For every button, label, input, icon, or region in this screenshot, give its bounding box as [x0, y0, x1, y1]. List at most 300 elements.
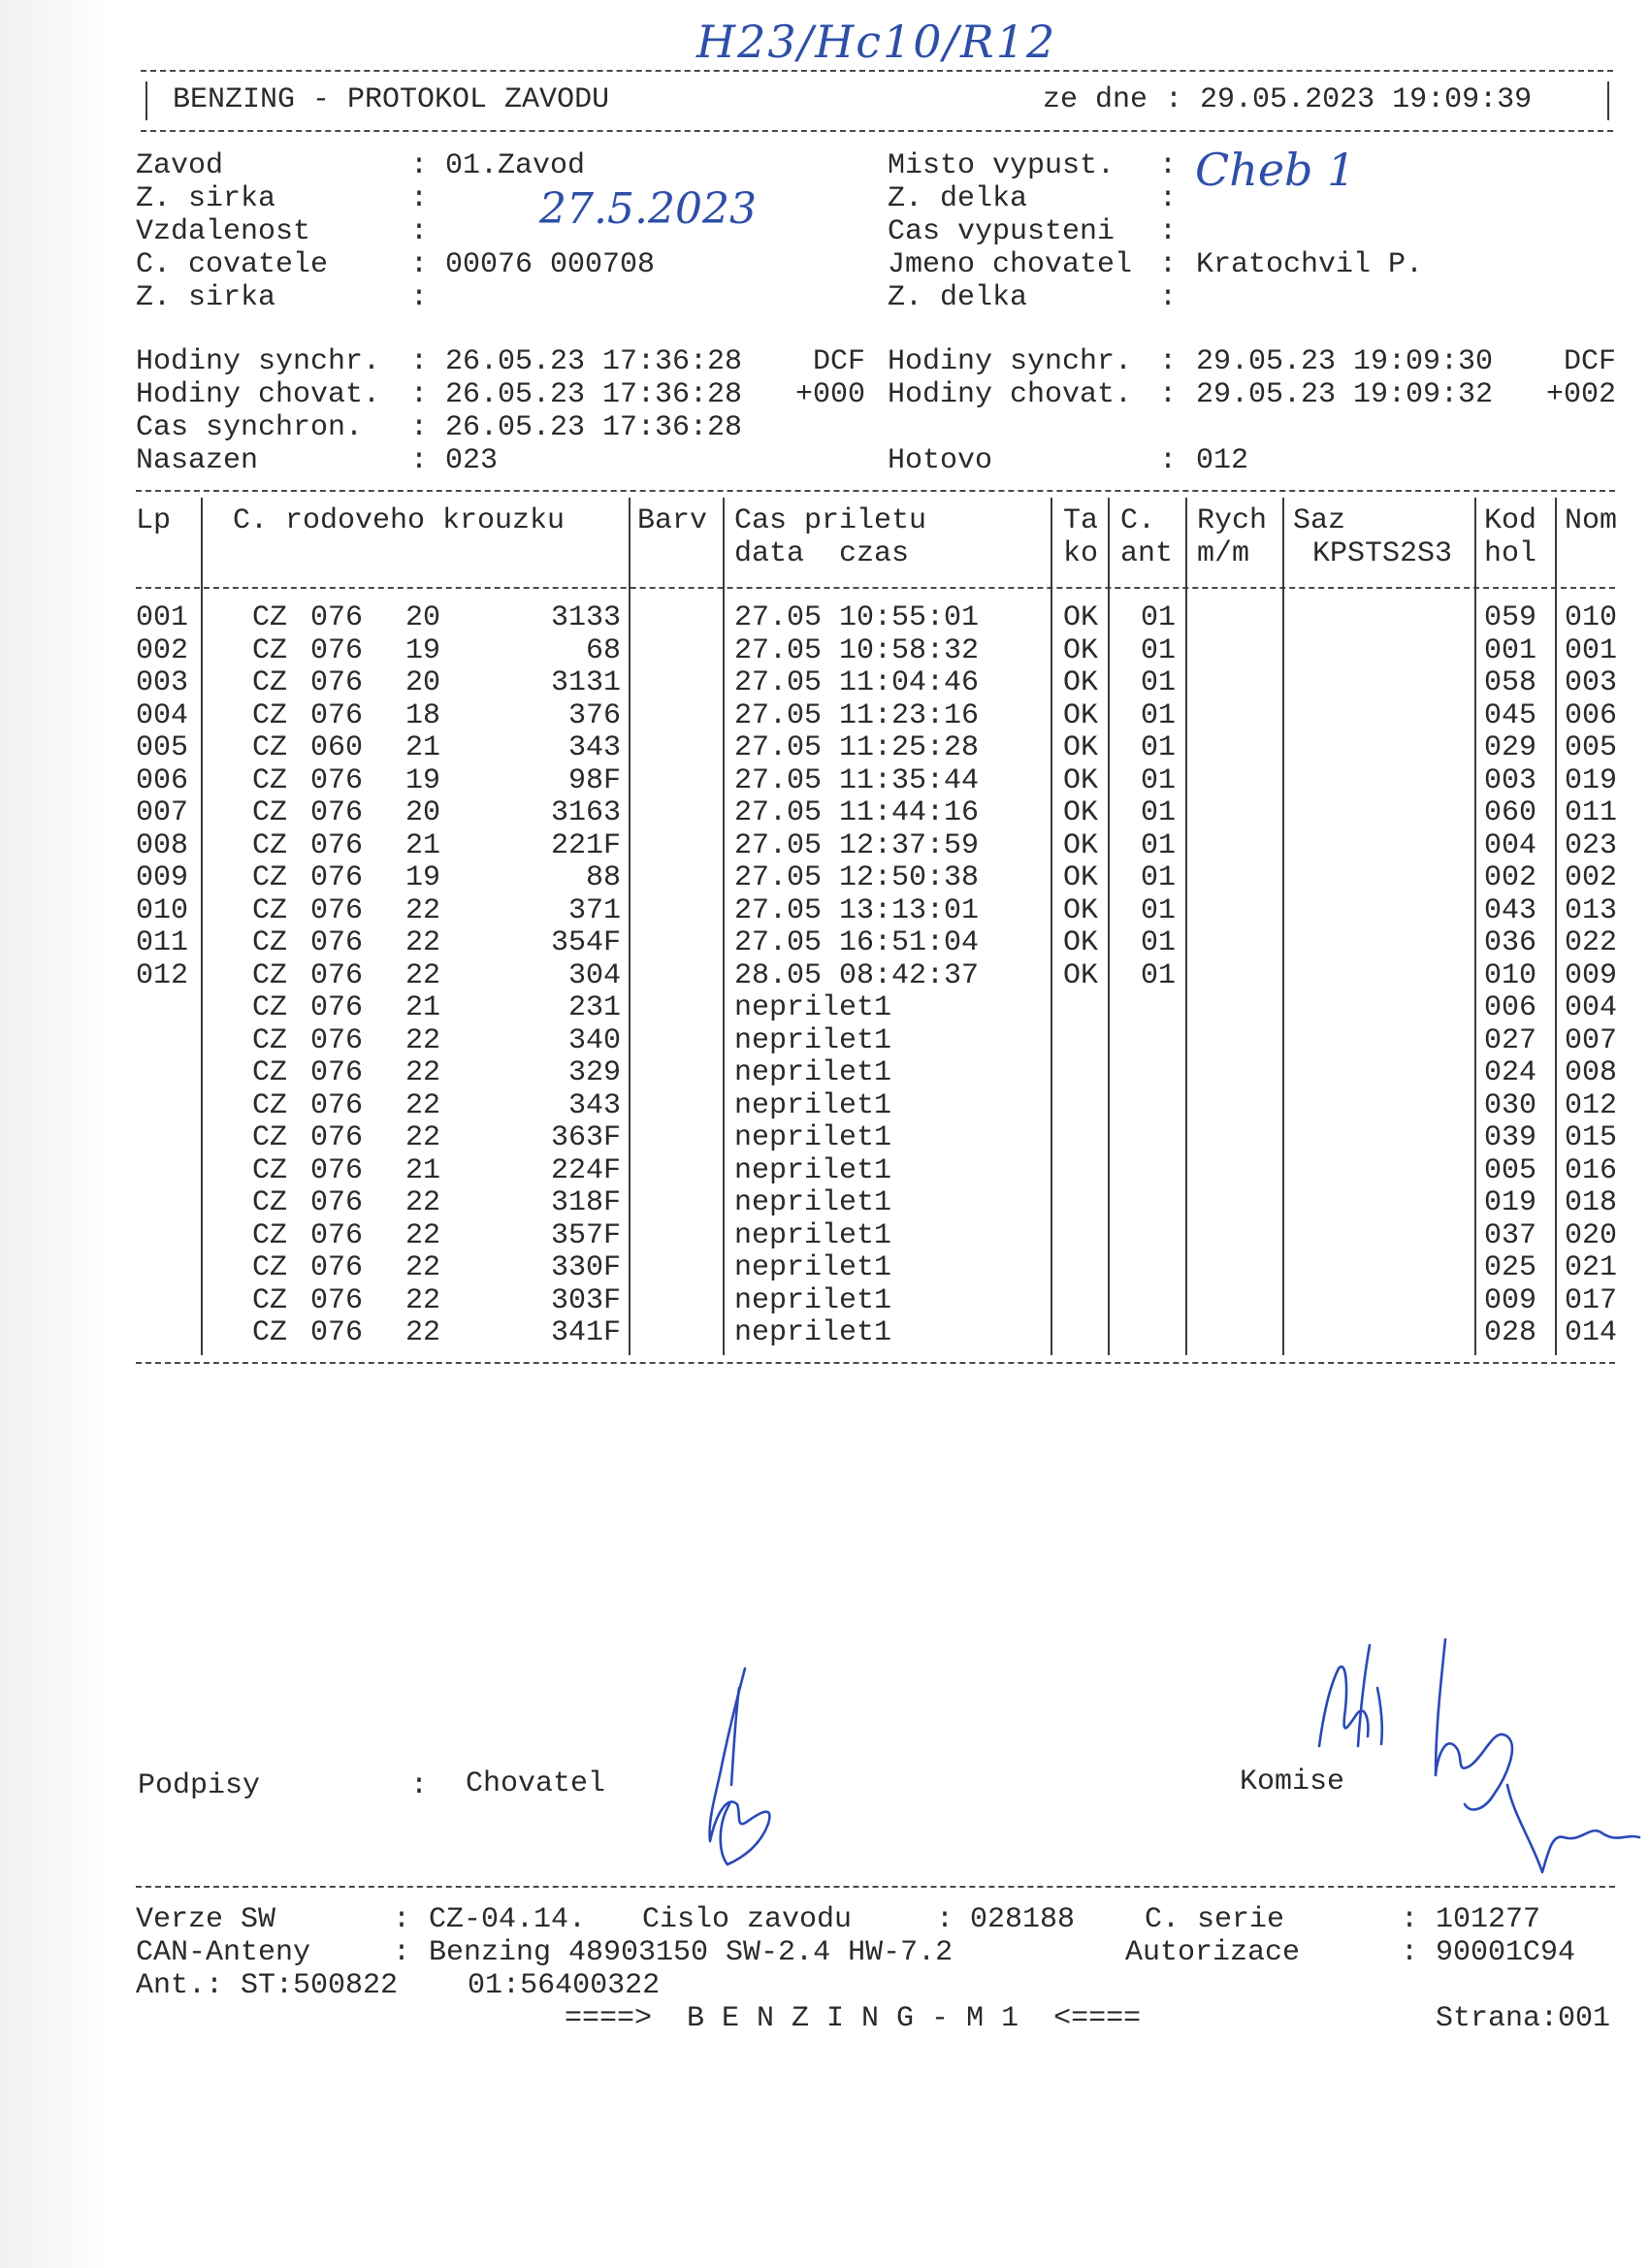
- row-nomination: 004: [1565, 991, 1618, 1024]
- row-org: 076: [310, 1023, 364, 1057]
- row-year: 19: [405, 763, 441, 797]
- info-colon: :: [410, 411, 429, 444]
- row-pigeon-code: 002: [1484, 861, 1537, 894]
- row-ring-number: 318F: [550, 1186, 621, 1219]
- column-divider: [201, 498, 203, 1355]
- row-nomination: 001: [1565, 633, 1618, 667]
- race-name: 01.Zavod: [445, 149, 586, 182]
- row-arrival-time: 27.05 16:51:04: [734, 926, 980, 959]
- header-speed: m/m: [1197, 537, 1250, 570]
- row-arrival-time: neprilet1: [734, 1153, 892, 1187]
- row-country: CZ: [252, 633, 288, 667]
- row-country: CZ: [252, 958, 288, 992]
- row-antenna: 01: [1141, 861, 1177, 894]
- info-colon: :: [1159, 444, 1178, 477]
- row-pigeon-code: 009: [1484, 1283, 1537, 1317]
- row-country: CZ: [252, 861, 288, 894]
- row-nomination: 019: [1565, 763, 1618, 797]
- row-ring-number: 371: [567, 893, 621, 927]
- info-colon: :: [1159, 215, 1178, 248]
- column-divider: [1474, 498, 1476, 1355]
- row-pigeon-code: 003: [1484, 763, 1537, 797]
- row-year: 22: [405, 1023, 441, 1057]
- row-antenna: 01: [1141, 763, 1177, 797]
- row-org: 076: [310, 861, 364, 894]
- info-label: Z. sirka: [136, 182, 276, 215]
- info-colon: :: [410, 248, 429, 281]
- row-antenna: 01: [1141, 633, 1177, 667]
- row-pigeon-code: 005: [1484, 1153, 1537, 1187]
- sync-label: Hodiny chovat.: [136, 378, 381, 411]
- race-number-value: 028188: [970, 1903, 1076, 1936]
- row-antenna: 01: [1141, 666, 1177, 699]
- sync-label: Hotovo: [888, 444, 993, 477]
- row-country: CZ: [252, 1088, 288, 1122]
- row-pigeon-code: 024: [1484, 1056, 1537, 1089]
- row-tako: OK: [1063, 666, 1099, 699]
- sync-label: Cas synchron.: [136, 411, 364, 444]
- row-antenna: 01: [1141, 958, 1177, 992]
- column-divider: [1108, 498, 1110, 1355]
- row-lp: 001: [136, 601, 189, 634]
- header-bottom-border: [141, 130, 1613, 132]
- row-pigeon-code: 030: [1484, 1088, 1537, 1122]
- row-year: 22: [405, 958, 441, 992]
- row-year: 20: [405, 666, 441, 699]
- sync-label: Nasazen: [136, 444, 259, 477]
- row-country: CZ: [252, 1283, 288, 1317]
- authorization-value: 90001C94: [1436, 1936, 1576, 1969]
- column-divider: [629, 498, 630, 1355]
- header-arrival-time: Cas priletu: [734, 504, 927, 537]
- date-label: ze dne: [1043, 83, 1148, 116]
- row-year: 22: [405, 1056, 441, 1089]
- row-nomination: 002: [1565, 861, 1618, 894]
- row-lp: 003: [136, 666, 189, 699]
- row-year: 22: [405, 893, 441, 927]
- row-org: 076: [310, 893, 364, 927]
- row-year: 20: [405, 796, 441, 829]
- row-lp: 009: [136, 861, 189, 894]
- row-arrival-time: neprilet1: [734, 1186, 892, 1219]
- info-label: Z. sirka: [136, 281, 276, 314]
- row-country: CZ: [252, 828, 288, 862]
- sync-value: 29.05.23 19:09:32: [1196, 378, 1494, 411]
- row-ring-number: 98F: [567, 763, 621, 797]
- info-colon: :: [410, 182, 429, 215]
- row-pigeon-code: 027: [1484, 1023, 1537, 1057]
- row-ring-number: 231: [567, 991, 621, 1024]
- row-year: 21: [405, 1153, 441, 1187]
- row-tako: OK: [1063, 926, 1099, 959]
- row-year: 21: [405, 991, 441, 1024]
- info-label: Z. delka: [888, 281, 1028, 314]
- sync-extra: +002: [1546, 378, 1617, 411]
- row-pigeon-code: 006: [1484, 991, 1537, 1024]
- row-nomination: 018: [1565, 1186, 1618, 1219]
- info-colon: :: [1159, 345, 1178, 378]
- row-org: 076: [310, 666, 364, 699]
- row-org: 076: [310, 1088, 364, 1122]
- row-arrival-time: neprilet1: [734, 1283, 892, 1317]
- row-pigeon-code: 060: [1484, 796, 1537, 829]
- row-country: CZ: [252, 926, 288, 959]
- antenna-serials: Ant.: ST:500822 01:56400322: [136, 1969, 661, 2002]
- row-lp: 004: [136, 698, 189, 732]
- row-arrival-time: neprilet1: [734, 1218, 892, 1252]
- row-nomination: 008: [1565, 1056, 1618, 1089]
- row-year: 20: [405, 601, 441, 634]
- info-colon: :: [410, 1769, 429, 1802]
- row-year: 21: [405, 828, 441, 862]
- row-country: CZ: [252, 1121, 288, 1154]
- sync-label: Hodiny synchr.: [136, 345, 381, 378]
- row-tako: OK: [1063, 828, 1099, 862]
- sync-value: 26.05.23 17:36:28: [445, 378, 743, 411]
- row-nomination: 011: [1565, 796, 1618, 829]
- row-arrival-time: 27.05 12:37:59: [734, 828, 980, 862]
- row-arrival-time: 27.05 12:50:38: [734, 861, 980, 894]
- sw-version-value: CZ-04.14.: [429, 1903, 587, 1936]
- row-pigeon-code: 045: [1484, 698, 1537, 732]
- row-nomination: 014: [1565, 1316, 1618, 1349]
- header-arrival-date: data czas: [734, 537, 910, 570]
- row-country: CZ: [252, 763, 288, 797]
- row-antenna: 01: [1141, 731, 1177, 764]
- row-year: 18: [405, 698, 441, 732]
- row-ring-number: 343: [567, 731, 621, 764]
- row-ring-number: 340: [567, 1023, 621, 1057]
- sync-extra: +000: [795, 378, 866, 411]
- row-org: 076: [310, 1283, 364, 1317]
- row-antenna: 01: [1141, 926, 1177, 959]
- row-antenna: 01: [1141, 828, 1177, 862]
- header-pigeon-code: Kod: [1484, 504, 1537, 537]
- sync-extra: DCF: [1564, 345, 1617, 378]
- row-year: 22: [405, 1121, 441, 1154]
- row-nomination: 009: [1565, 958, 1618, 992]
- row-year: 22: [405, 1218, 441, 1252]
- table-top-border: [136, 490, 1615, 492]
- row-org: 076: [310, 1056, 364, 1089]
- row-org: 076: [310, 763, 364, 797]
- header-pigeon-code: hol: [1484, 537, 1537, 570]
- can-antenna-value: Benzing 48903150 SW-2.4 HW-7.2: [429, 1936, 954, 1969]
- info-colon: :: [410, 345, 429, 378]
- row-arrival-time: neprilet1: [734, 1056, 892, 1089]
- sw-version-label: Verze SW: [136, 1903, 276, 1936]
- footer-separator: [136, 1886, 1615, 1888]
- header-speed: Rych: [1197, 504, 1268, 537]
- row-pigeon-code: 037: [1484, 1218, 1537, 1252]
- row-tako: OK: [1063, 601, 1099, 634]
- row-antenna: 01: [1141, 893, 1177, 927]
- row-pigeon-code: 001: [1484, 633, 1537, 667]
- row-antenna: 01: [1141, 698, 1177, 732]
- header-bets: KPSTS2S3: [1312, 537, 1453, 570]
- row-org: 076: [310, 796, 364, 829]
- column-divider: [1051, 498, 1052, 1355]
- row-lp: 008: [136, 828, 189, 862]
- row-org: 076: [310, 633, 364, 667]
- row-nomination: 016: [1565, 1153, 1618, 1187]
- row-tako: OK: [1063, 633, 1099, 667]
- row-pigeon-code: 036: [1484, 926, 1537, 959]
- row-nomination: 017: [1565, 1283, 1618, 1317]
- breeder-signature-label: Chovatel: [466, 1767, 606, 1800]
- row-arrival-time: 27.05 10:58:32: [734, 633, 980, 667]
- row-arrival-time: neprilet1: [734, 1023, 892, 1057]
- row-org: 076: [310, 1121, 364, 1154]
- row-nomination: 007: [1565, 1023, 1618, 1057]
- column-divider: [1185, 498, 1187, 1355]
- row-org: 076: [310, 601, 364, 634]
- info-colon: :: [410, 215, 429, 248]
- breeder-signature: [660, 1659, 795, 1882]
- row-lp: 006: [136, 763, 189, 797]
- row-ring-number: 357F: [550, 1218, 621, 1252]
- row-arrival-time: neprilet1: [734, 1088, 892, 1122]
- row-org: 076: [310, 926, 364, 959]
- row-org: 060: [310, 731, 364, 764]
- row-country: CZ: [252, 1023, 288, 1057]
- info-colon: :: [936, 1903, 954, 1936]
- row-ring-number: 3133: [550, 601, 621, 634]
- info-label: Misto vypust.: [888, 149, 1116, 182]
- row-ring-number: 304: [567, 958, 621, 992]
- row-antenna: 01: [1141, 601, 1177, 634]
- row-nomination: 012: [1565, 1088, 1618, 1122]
- row-arrival-time: 27.05 11:44:16: [734, 796, 980, 829]
- row-nomination: 015: [1565, 1121, 1618, 1154]
- report-title: BENZING - PROTOKOL ZAVODU: [173, 83, 610, 116]
- row-ring-number: 3131: [550, 666, 621, 699]
- row-lp: 002: [136, 633, 189, 667]
- row-ring-number: 354F: [550, 926, 621, 959]
- row-tako: OK: [1063, 958, 1099, 992]
- column-divider: [1282, 498, 1284, 1355]
- row-org: 076: [310, 1153, 364, 1187]
- row-org: 076: [310, 1218, 364, 1252]
- row-org: 076: [310, 828, 364, 862]
- breeder-number: 00076 000708: [445, 248, 656, 281]
- info-colon: :: [410, 378, 429, 411]
- row-nomination: 013: [1565, 893, 1618, 927]
- info-colon: :: [410, 281, 429, 314]
- row-year: 22: [405, 1316, 441, 1349]
- header-antenna: ant: [1120, 537, 1174, 570]
- header-bets: Saz: [1293, 504, 1346, 537]
- sync-label: Hodiny synchr.: [888, 345, 1133, 378]
- row-year: 22: [405, 1186, 441, 1219]
- row-pigeon-code: 010: [1484, 958, 1537, 992]
- row-pigeon-code: 039: [1484, 1121, 1537, 1154]
- report-date-value: 29.05.2023 19:09:39: [1200, 83, 1533, 116]
- signatures-label: Podpisy: [138, 1769, 261, 1802]
- info-colon: :: [393, 1936, 411, 1969]
- info-label: Z. delka: [888, 182, 1028, 215]
- info-label: C. covatele: [136, 248, 329, 281]
- row-country: CZ: [252, 1218, 288, 1252]
- header-right-border: [1607, 81, 1609, 120]
- row-arrival-time: 27.05 11:35:44: [734, 763, 980, 797]
- sync-extra: DCF: [813, 345, 866, 378]
- header-ring-number: C. rodoveho krouzku: [233, 504, 566, 537]
- info-label: Zavod: [136, 149, 224, 182]
- table-header-separator: [136, 587, 1615, 589]
- column-divider: [1555, 498, 1557, 1355]
- row-arrival-time: 27.05 11:04:46: [734, 666, 980, 699]
- header-color: Barv: [637, 504, 708, 537]
- row-ring-number: 88: [585, 861, 621, 894]
- header-tako: ko: [1063, 537, 1099, 570]
- row-nomination: 003: [1565, 666, 1618, 699]
- info-colon: :: [1401, 1936, 1419, 1969]
- row-year: 19: [405, 861, 441, 894]
- row-org: 076: [310, 698, 364, 732]
- row-country: CZ: [252, 601, 288, 634]
- row-country: CZ: [252, 1186, 288, 1219]
- serial-value: 101277: [1436, 1903, 1541, 1936]
- row-ring-number: 330F: [550, 1251, 621, 1284]
- row-country: CZ: [252, 796, 288, 829]
- header-left-border: [146, 81, 147, 120]
- birds-entered-value: 023: [445, 444, 499, 477]
- row-country: CZ: [252, 666, 288, 699]
- info-label: Vzdalenost: [136, 215, 311, 248]
- row-ring-number: 376: [567, 698, 621, 732]
- row-ring-number: 363F: [550, 1121, 621, 1154]
- row-pigeon-code: 004: [1484, 828, 1537, 862]
- row-ring-number: 303F: [550, 1283, 621, 1317]
- info-label: Jmeno chovatel: [888, 248, 1133, 281]
- row-pigeon-code: 058: [1484, 666, 1537, 699]
- row-lp: 011: [136, 926, 189, 959]
- row-ring-number: 343: [567, 1088, 621, 1122]
- header-lp: Lp: [136, 504, 172, 537]
- row-pigeon-code: 043: [1484, 893, 1537, 927]
- header-antenna: C.: [1120, 504, 1156, 537]
- info-colon: :: [393, 1903, 411, 1936]
- info-colon: :: [410, 444, 429, 477]
- info-colon: :: [410, 149, 429, 182]
- row-year: 21: [405, 731, 441, 764]
- row-year: 22: [405, 1088, 441, 1122]
- row-org: 076: [310, 958, 364, 992]
- row-ring-number: 221F: [550, 828, 621, 862]
- info-colon: :: [1159, 281, 1178, 314]
- can-antenna-label: CAN-Anteny: [136, 1936, 311, 1969]
- row-nomination: 021: [1565, 1251, 1618, 1284]
- row-lp: 012: [136, 958, 189, 992]
- info-colon: :: [1159, 182, 1178, 215]
- row-tako: OK: [1063, 731, 1099, 764]
- row-nomination: 010: [1565, 601, 1618, 634]
- row-ring-number: 3163: [550, 796, 621, 829]
- info-colon: :: [1401, 1903, 1419, 1936]
- info-colon: :: [1159, 378, 1178, 411]
- row-lp: 010: [136, 893, 189, 927]
- row-country: CZ: [252, 1316, 288, 1349]
- row-country: CZ: [252, 1153, 288, 1187]
- handwritten-race-code: H23/Hc10/R12: [696, 16, 1057, 68]
- scan-edge-shadow: [0, 0, 107, 2268]
- row-org: 076: [310, 991, 364, 1024]
- row-org: 076: [310, 1251, 364, 1284]
- row-lp: 007: [136, 796, 189, 829]
- header-top-border: [141, 70, 1613, 72]
- info-label: Cas vypusteni: [888, 215, 1116, 248]
- row-nomination: 005: [1565, 731, 1618, 764]
- row-year: 22: [405, 1251, 441, 1284]
- row-country: CZ: [252, 1251, 288, 1284]
- row-country: CZ: [252, 1056, 288, 1089]
- commission-signature-label: Komise: [1240, 1766, 1345, 1798]
- serial-label: C. serie: [1145, 1903, 1285, 1936]
- row-arrival-time: 27.05 11:23:16: [734, 698, 980, 732]
- row-arrival-time: neprilet1: [734, 991, 892, 1024]
- page-number: Strana:001: [1436, 2002, 1611, 2035]
- row-tako: OK: [1063, 893, 1099, 927]
- handwritten-date: 27.5.2023: [539, 184, 757, 234]
- sync-value: 26.05.23 17:36:28: [445, 411, 743, 444]
- row-tako: OK: [1063, 796, 1099, 829]
- row-org: 076: [310, 1316, 364, 1349]
- row-pigeon-code: 059: [1484, 601, 1537, 634]
- device-brand-line: ====> B E N Z I N G - M 1 <====: [565, 2002, 1142, 2035]
- row-pigeon-code: 029: [1484, 731, 1537, 764]
- row-year: 19: [405, 633, 441, 667]
- sync-label: Hodiny chovat.: [888, 378, 1133, 411]
- row-pigeon-code: 019: [1484, 1186, 1537, 1219]
- birds-done-value: 012: [1196, 444, 1249, 477]
- row-country: CZ: [252, 731, 288, 764]
- row-year: 22: [405, 926, 441, 959]
- breeder-name: Kratochvil P.: [1196, 248, 1424, 281]
- row-arrival-time: 27.05 13:13:01: [734, 893, 980, 927]
- row-nomination: 022: [1565, 926, 1618, 959]
- row-ring-number: 341F: [550, 1316, 621, 1349]
- commission-signature: [1300, 1630, 1649, 1892]
- handwritten-release-place: Cheb 1: [1195, 144, 1356, 196]
- row-arrival-time: neprilet1: [734, 1316, 892, 1349]
- row-arrival-time: 28.05 08:42:37: [734, 958, 980, 992]
- header-tako: Ta: [1063, 504, 1099, 537]
- row-nomination: 023: [1565, 828, 1618, 862]
- row-pigeon-code: 025: [1484, 1251, 1537, 1284]
- row-pigeon-code: 028: [1484, 1316, 1537, 1349]
- sync-value: 29.05.23 19:09:30: [1196, 345, 1494, 378]
- row-antenna: 01: [1141, 796, 1177, 829]
- row-tako: OK: [1063, 763, 1099, 797]
- row-arrival-time: 27.05 11:25:28: [734, 731, 980, 764]
- row-tako: OK: [1063, 698, 1099, 732]
- row-lp: 005: [136, 731, 189, 764]
- row-ring-number: 68: [585, 633, 621, 667]
- row-arrival-time: 27.05 10:55:01: [734, 601, 980, 634]
- race-number-label: Cislo zavodu: [642, 1903, 853, 1936]
- row-year: 22: [405, 1283, 441, 1317]
- row-nomination: 006: [1565, 698, 1618, 732]
- row-nomination: 020: [1565, 1218, 1618, 1252]
- authorization-label: Autorizace: [1125, 1936, 1301, 1969]
- row-ring-number: 224F: [550, 1153, 621, 1187]
- row-org: 076: [310, 1186, 364, 1219]
- row-country: CZ: [252, 698, 288, 732]
- row-country: CZ: [252, 893, 288, 927]
- header-nomination: Nom: [1565, 504, 1618, 537]
- column-divider: [723, 498, 725, 1355]
